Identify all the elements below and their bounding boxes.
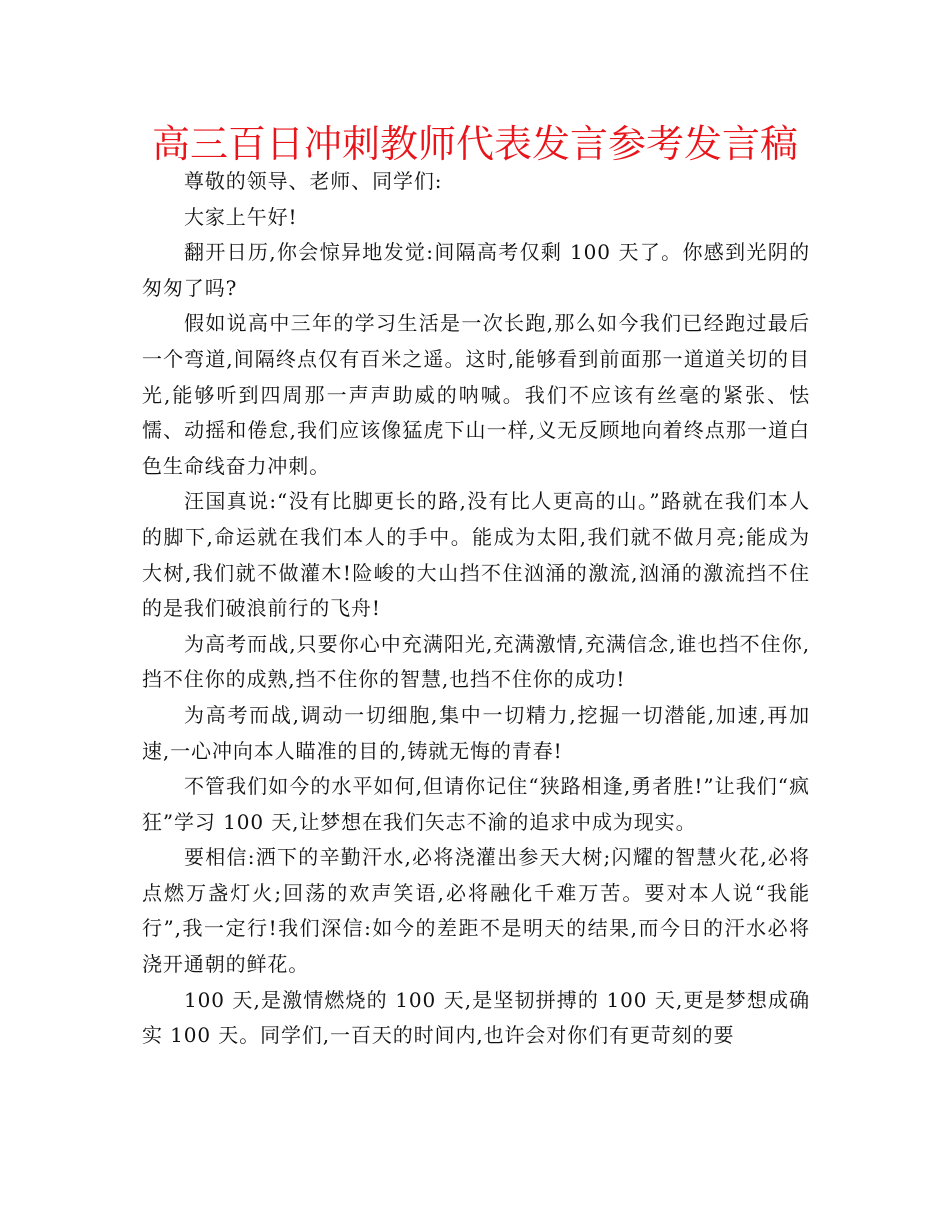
paragraph: 汪国真说:“没有比脚更长的路,没有比人更高的山。”路就在我们本人的脚下,命运就在我们本人的手中。能成为太阳,我们就不做月亮;能成为大树,我们就不做灌木!险峻的大山挡不住汹涌的激流,汹涌的激流挡不住的是我们破浪前行的飞舟! bbox=[142, 489, 810, 621]
paragraph: 尊敬的领导、老师、同学们: bbox=[184, 169, 443, 193]
paragraph: 要相信:洒下的辛勤汗水,必将浇灌出参天大树;闪耀的智慧火花,必将点燃万盏灯火;回荡的欢声笑语,必将融化千难万苦。要对本人说“我能行”,我一定行!我们深信:如今的差距不是明天的结果,而今日的汗水必将浇开通朝的鲜花。 bbox=[142, 845, 810, 977]
paragraph: 为高考而战,调动一切细胞,集中一切精力,挖掘一切潜能,加速,再加速,一心冲向本人瞄准的目的,铸就无悔的青春! bbox=[142, 702, 810, 763]
paragraph: 为高考而战,只要你心中充满阳光,充满激情,充满信念,谁也挡不住你,挡不住你的成熟,挡不住你的智慧,也挡不住你的成功! bbox=[142, 631, 810, 692]
document-title: 高三百日冲刺教师代表发言参考发言稿 bbox=[151, 122, 798, 166]
paragraph: 不管我们如今的水平如何,但请你记住“狭路相逢,勇者胜!”让我们“疯狂”学习 100 天,让梦想在我们矢志不渝的追求中成为现实。 bbox=[142, 774, 810, 834]
paragraph: 大家上午好! bbox=[184, 204, 298, 229]
paragraph: 翻开日历,你会惊异地发觉:间隔高考仅剩 100 天了。你感到光阴的匆匆了吗? bbox=[142, 240, 810, 300]
paragraph: 100 天,是激情燃烧的 100 天,是坚韧拼搏的 100 天,更是梦想成确实 100 天。同学们,一百天的时间内,也许会对你们有更苛刻的要 bbox=[142, 987, 810, 1048]
paragraph: 假如说高中三年的学习生活是一次长跑,那么如今我们已经跑过最后一个弯道,间隔终点仅有百米之遥。这时,能够看到前面那一道道关切的目光,能够听到四周那一声声助威的呐喊。我们不应该有丝毫的紧张、怯懦、动摇和倦怠,我们应该像猛虎下山一样,义无反顾地向着终点那一道白色生命线奋力冲刺。 bbox=[142, 311, 810, 478]
document-body bbox=[142, 164, 810, 1054]
